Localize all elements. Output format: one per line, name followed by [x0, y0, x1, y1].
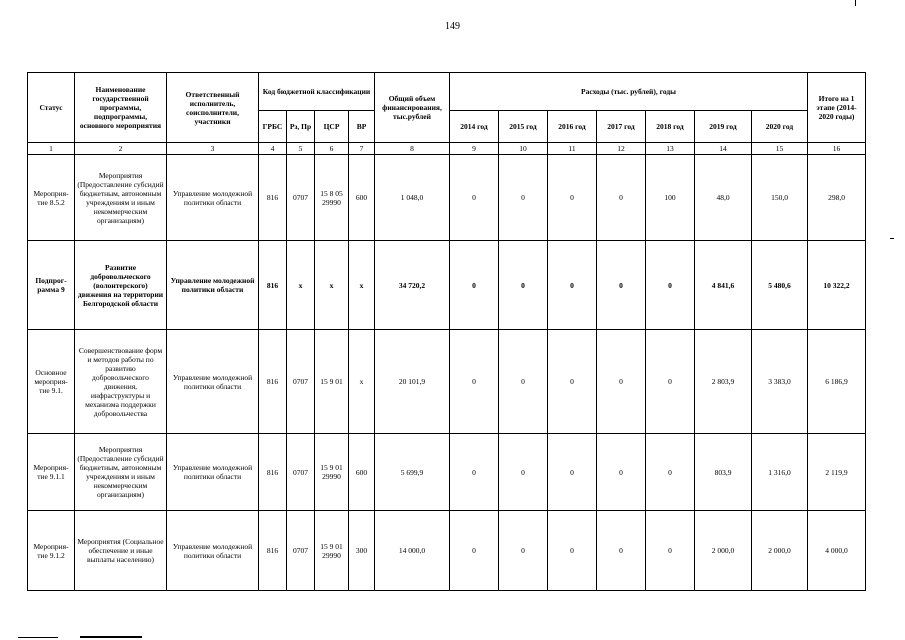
row-year-value: 2 000,0	[752, 511, 808, 591]
row-name: Мероприятия (Социальное обеспечение и иные выплаты населению)	[75, 511, 167, 591]
row-rz-pr: 0707	[287, 330, 315, 434]
scan-mark	[855, 0, 856, 6]
row-year-value: 0	[597, 434, 646, 511]
row-rz-pr: 0707	[287, 511, 315, 591]
row-year-value: 0	[450, 241, 499, 330]
row-status: Основное мероприя-тие 9.1.	[28, 330, 75, 434]
row-name: Развитие добровольческого (волонтерского) движения на территории Белгородской области	[75, 241, 167, 330]
row-year-value: 0	[499, 241, 548, 330]
header-stage-total: Итого на 1 этапе (2014-2020 годы)	[808, 73, 866, 143]
row-year-value: 100	[646, 155, 695, 241]
row-year-value: 0	[597, 241, 646, 330]
row-year-value: 0	[450, 330, 499, 434]
header-name: Наименование государственной программы, подпрограммы, основного мероприятия	[75, 73, 167, 143]
row-grbs: 816	[259, 434, 287, 511]
row-vr: х	[349, 241, 375, 330]
column-number: 12	[597, 143, 646, 155]
row-year-value: 0	[499, 330, 548, 434]
header-total-financing: Общий объем финансирования, тыс.рублей	[375, 73, 450, 143]
row-grbs: 816	[259, 511, 287, 591]
header-status: Статус	[28, 73, 75, 143]
table-row	[28, 155, 866, 241]
row-year-value: 0	[646, 241, 695, 330]
row-year-value: 1 316,0	[752, 434, 808, 511]
header-csr: ЦСР	[315, 111, 349, 143]
row-responsible: Управление молодежной политики области	[167, 511, 259, 591]
column-number: 11	[548, 143, 597, 155]
row-name: Совершенствование форм и методов работы по развитию добровольческого движения, инфраструктуры и механизма поддержки добровольчества	[75, 330, 167, 434]
column-number: 14	[695, 143, 752, 155]
row-year-value: 0	[548, 241, 597, 330]
row-csr: 15 9 01 29990	[315, 434, 349, 511]
row-responsible: Управление молодежной политики области	[167, 241, 259, 330]
row-responsible: Управление молодежной политики области	[167, 434, 259, 511]
row-stage-total: 2 119,9	[808, 434, 866, 511]
row-stage-total: 4 000,0	[808, 511, 866, 591]
column-number: 7	[349, 143, 375, 155]
header-year: 2018 год	[646, 111, 695, 143]
row-rz-pr: х	[287, 241, 315, 330]
row-year-value: 0	[646, 330, 695, 434]
row-year-value: 0	[597, 511, 646, 591]
row-year-value: 4 841,6	[695, 241, 752, 330]
row-total: 20 101,9	[375, 330, 450, 434]
row-year-value: 48,0	[695, 155, 752, 241]
row-year-value: 5 480,6	[752, 241, 808, 330]
row-year-value: 2 803,9	[695, 330, 752, 434]
row-year-value: 0	[450, 155, 499, 241]
column-number: 5	[287, 143, 315, 155]
row-rz-pr: 0707	[287, 155, 315, 241]
column-number: 15	[752, 143, 808, 155]
page-number: 149	[445, 21, 460, 32]
row-year-value: 0	[499, 511, 548, 591]
column-number: 10	[499, 143, 548, 155]
row-csr: 15 9 01 29990	[315, 511, 349, 591]
row-grbs: 816	[259, 155, 287, 241]
row-year-value: 2 000,0	[695, 511, 752, 591]
row-total: 5 699,9	[375, 434, 450, 511]
header-year: 2019 год	[695, 111, 752, 143]
row-csr: х	[315, 241, 349, 330]
row-responsible: Управление молодежной политики области	[167, 330, 259, 434]
scan-mark	[890, 238, 894, 239]
row-name: Мероприятия (Предоставление субсидий бюджетным, автономным учреждениям и иным некоммерческим организациям)	[75, 434, 167, 511]
row-csr: 15 9 01	[315, 330, 349, 434]
table-row	[28, 330, 866, 434]
row-vr: 600	[349, 155, 375, 241]
column-number: 1	[28, 143, 75, 155]
row-total: 1 048,0	[375, 155, 450, 241]
row-status: Мероприя-тие 8.5.2	[28, 155, 75, 241]
column-number: 16	[808, 143, 866, 155]
budget-table	[27, 72, 866, 591]
row-vr: 300	[349, 511, 375, 591]
column-number: 9	[450, 143, 499, 155]
row-total: 14 000,0	[375, 511, 450, 591]
row-year-value: 3 383,0	[752, 330, 808, 434]
row-stage-total: 10 322,2	[808, 241, 866, 330]
row-year-value: 150,0	[752, 155, 808, 241]
row-name: Мероприятия (Предоставление субсидий бюджетным, автономным учреждениям и иным некоммерческим организациям)	[75, 155, 167, 241]
row-status: Мероприя-тие 9.1.1	[28, 434, 75, 511]
row-responsible: Управление молодежной политики области	[167, 155, 259, 241]
row-vr: х	[349, 330, 375, 434]
row-year-value: 0	[499, 434, 548, 511]
row-year-value: 0	[597, 155, 646, 241]
column-number: 3	[167, 143, 259, 155]
header-year: 2016 год	[548, 111, 597, 143]
column-number: 6	[315, 143, 349, 155]
header-rz-pr: Рз, Пр	[287, 111, 315, 143]
header-budget-code: Код бюджетной классификации	[259, 73, 375, 111]
column-number: 4	[259, 143, 287, 155]
row-csr: 15 8 05 29990	[315, 155, 349, 241]
header-year: 2015 год	[499, 111, 548, 143]
scan-mark	[18, 637, 58, 638]
column-number: 2	[75, 143, 167, 155]
table-row	[28, 511, 866, 591]
column-number: 8	[375, 143, 450, 155]
row-year-value: 0	[548, 155, 597, 241]
row-year-value: 0	[450, 434, 499, 511]
row-year-value: 0	[450, 511, 499, 591]
row-grbs: 816	[259, 330, 287, 434]
row-total: 34 720,2	[375, 241, 450, 330]
row-year-value: 0	[597, 330, 646, 434]
header-responsible: Ответственный исполнитель, соисполнители, участники	[167, 73, 259, 143]
row-year-value: 803,9	[695, 434, 752, 511]
header-year: 2020 год	[752, 111, 808, 143]
table-row	[28, 434, 866, 511]
row-vr: 600	[349, 434, 375, 511]
row-grbs: 816	[259, 241, 287, 330]
row-stage-total: 6 186,9	[808, 330, 866, 434]
row-stage-total: 298,0	[808, 155, 866, 241]
row-year-value: 0	[548, 511, 597, 591]
column-number-row	[28, 143, 866, 155]
header-year: 2017 год	[597, 111, 646, 143]
row-year-value: 0	[646, 511, 695, 591]
row-year-value: 0	[548, 434, 597, 511]
scan-mark	[80, 636, 142, 638]
row-year-value: 0	[499, 155, 548, 241]
row-year-value: 0	[646, 434, 695, 511]
row-status: Подпрог-рамма 9	[28, 241, 75, 330]
header-grbs: ГРБС	[259, 111, 287, 143]
header-year: 2014 год	[450, 111, 499, 143]
column-number: 13	[646, 143, 695, 155]
table-row	[28, 241, 866, 330]
header-vr: ВР	[349, 111, 375, 143]
header-expenses: Расходы (тыс. рублей), годы	[450, 73, 808, 111]
row-status: Мероприя-тие 9.1.2	[28, 511, 75, 591]
row-rz-pr: 0707	[287, 434, 315, 511]
row-year-value: 0	[548, 330, 597, 434]
